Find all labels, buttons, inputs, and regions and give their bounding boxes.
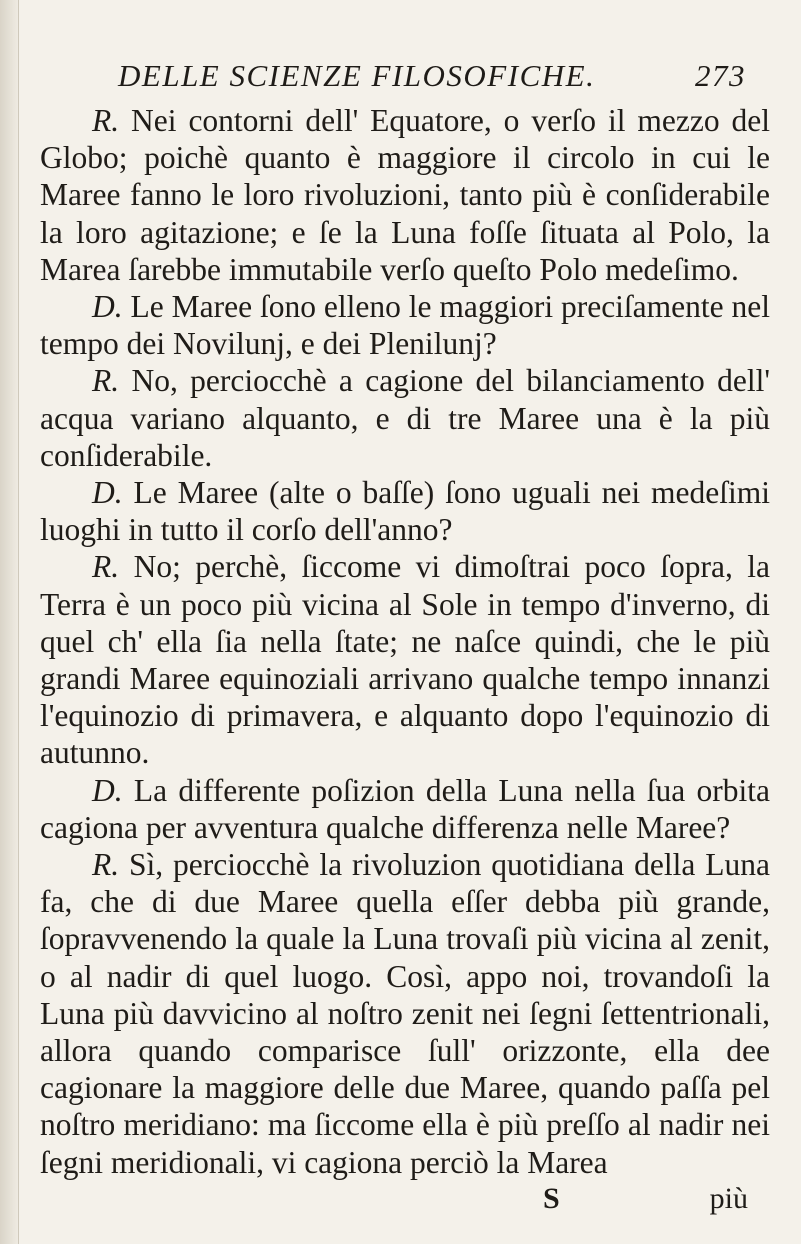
paragraph-text: Le Maree ſono elleno le maggiori preciſamente nel tempo dei Novilunj, e dei Plenilunj?	[40, 289, 771, 362]
page-footer	[40, 1181, 770, 1217]
paragraph-text: Nei contorni dell' Equatore, o verſo il mezzo del Globo; poichè quanto è maggiore il circolo in cui le Maree fanno le loro rivoluzioni, tanto più è conſiderabile la loro agitazione; e ſe la Luna foſſe ſituata al Polo, la Marea ſarebbe immutabile verſo queſto Polo medeſimo.	[40, 103, 770, 287]
paragraph	[40, 362, 770, 474]
paragraph	[40, 548, 770, 771]
book-page	[40, 58, 770, 1217]
running-header	[40, 58, 770, 102]
paragraph	[40, 772, 770, 846]
paragraph-text: No; perchè, ſiccome vi dimoſtrai poco ſopra, la Terra è un poco più vicina al Sole in tempo d'inverno, di quel ch' ella ſia nella ſtate; ne naſce quindi, che le più grandi Maree equinoziali arrivano qualche tempo innanzi l'equinozio di primavera, e alquanto dopo l'equinozio di autunno.	[40, 549, 770, 771]
speaker-label: R.	[92, 103, 120, 138]
paragraph-text: Sì, perciocchè la rivoluzion quotidiana della Luna fa, che di due Maree quella eſſer debba più grande, ſopravvenendo la quale la Luna trovaſi più vicina al zenit, o al nadir di quel luogo. Così, appo noi, trovandoſi la Luna più davvicino al noſtro zenit nei ſegni ſettentrionali, allora quando comparisce ſull' orizzonte, ella dee cagionare la maggiore delle due Maree, quando paſſa pel noſtro meridiano: ma ſiccome ella è più preſſo al nadir nei ſegni meridionali, vi cagiona perciò la Marea	[40, 847, 770, 1180]
signature-mark: S	[542, 1181, 560, 1215]
paragraph-text: Le Maree (alte o baſſe) ſono uguali nei medeſimi luoghi in tutto il corſo dell'anno?	[40, 475, 770, 548]
paragraph-text: No, perciocchè a cagione del bilanciamento dell' acqua variano alquanto, e di tre Maree una è la più conſiderabile.	[40, 363, 771, 473]
speaker-label: R.	[92, 549, 120, 585]
paragraph	[40, 846, 770, 1181]
book-gutter	[0, 0, 19, 1244]
catchword: più	[709, 1181, 748, 1215]
paragraph-text: La differente poſizion della Luna nella ſua orbita cagiona per avventura qualche differenza nelle Maree?	[40, 772, 771, 845]
running-title: DELLE SCIENZE FILOSOFICHE.	[118, 58, 596, 93]
page-number: 273	[695, 58, 746, 93]
paragraph	[40, 102, 770, 288]
speaker-label: D.	[92, 475, 123, 511]
paragraph	[40, 288, 770, 362]
speaker-label: D.	[92, 289, 123, 325]
speaker-label: R.	[92, 847, 120, 883]
page-body	[40, 102, 770, 1181]
speaker-label: R.	[92, 363, 120, 399]
speaker-label: D.	[92, 772, 123, 808]
paragraph	[40, 474, 770, 548]
